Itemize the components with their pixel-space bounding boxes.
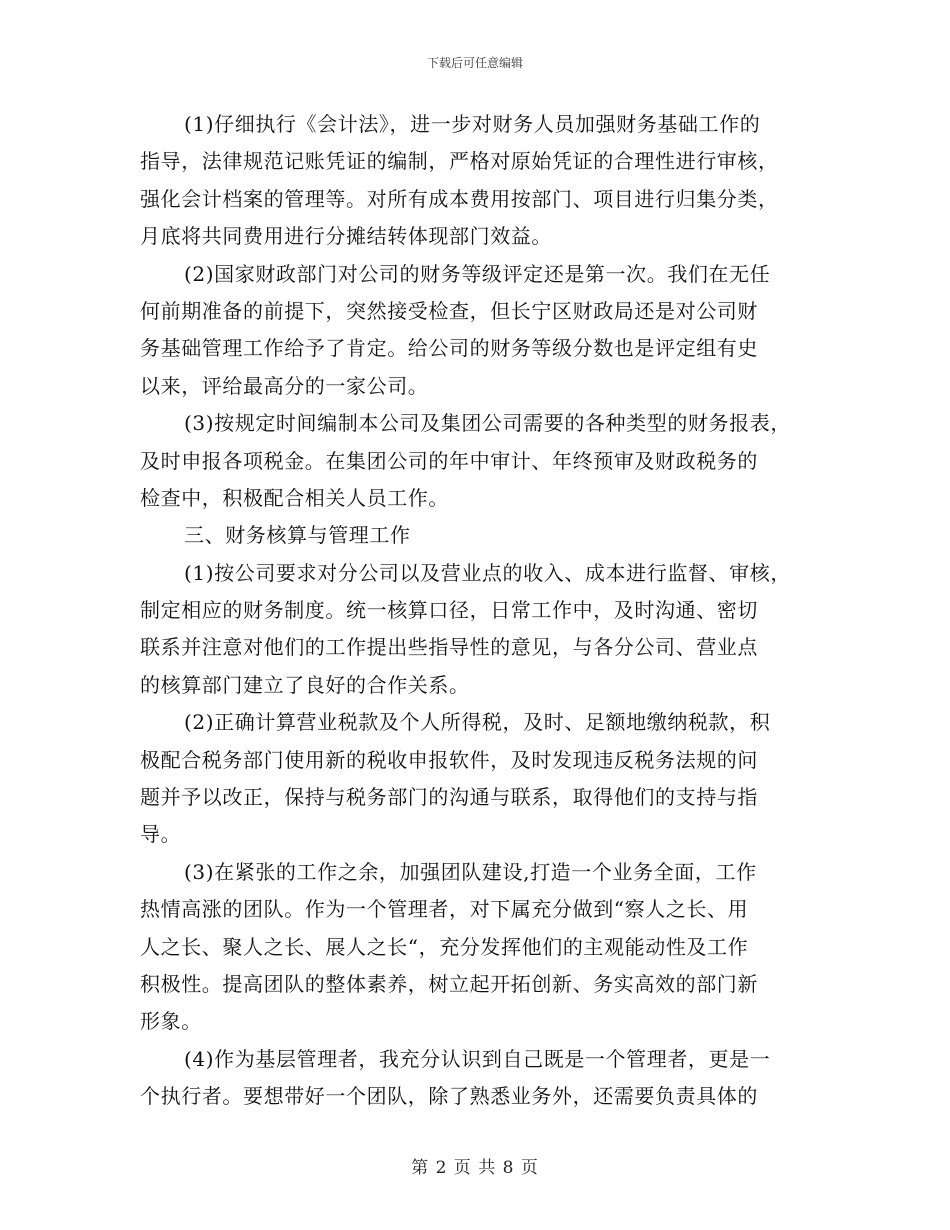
text-line: 题并予以改正，保持与税务部门的沟通与联系，取得他们的支持与指: [140, 785, 758, 810]
text-line: (1)按公司要求对分公司以及营业点的收入、成本进行监督、审核，: [184, 560, 791, 585]
text-line: 联系并注意对他们的工作提出些指导性的意见，与各分公司、营业点: [140, 635, 758, 660]
text-line: 强化会计档案的管理等。对所有成本费用按部门、项目进行归集分类，: [140, 186, 779, 211]
text-line: 形象。: [140, 1009, 202, 1034]
text-line: 何前期准备的前提下，突然接受检查，但长宁区财政局还是对公司财: [140, 298, 758, 323]
text-line: 个执行者。要想带好一个团队，除了熟悉业务外，还需要负责具体的: [140, 1084, 758, 1109]
text-line: 三、财务核算与管理工作: [184, 523, 411, 548]
text-line: 检查中，积极配合相关人员工作。: [140, 485, 449, 510]
text-line: 及时申报各项税金。在集团公司的年中审计、年终预审及财政税务的: [140, 448, 758, 473]
text-line: (4)作为基层管理者，我充分认识到自己既是一个管理者，更是一: [184, 1046, 771, 1071]
text-line: 人之长、聚人之长、展人之长“，充分发挥他们的主观能动性及工作: [140, 934, 749, 959]
page-header: 下载后可任意编辑: [426, 56, 523, 70]
text-line: (2)正确计算营业税款及个人所得税，及时、足额地缴纳税款，积: [184, 710, 771, 735]
page-footer: 第 2 页 共 8 页: [411, 1158, 539, 1178]
text-line: 积极性。提高团队的整体素养，树立起开拓创新、务实高效的部门新: [140, 971, 758, 996]
text-line: 务基础管理工作给予了肯定。给公司的财务等级分数也是评定组有史: [140, 336, 758, 361]
text-line: 的核算部门建立了良好的合作关系。: [140, 672, 470, 697]
text-line: 制定相应的财务制度。统一核算口径，日常工作中，及时沟通、密切: [140, 598, 758, 623]
text-line: 指导，法律规范记账凭证的编制，严格对原始凭证的合理性进行审核，: [140, 149, 779, 174]
text-line: (2)国家财政部门对公司的财务等级评定还是第一次。我们在无任: [184, 261, 771, 286]
text-line: 月底将共同费用进行分摊结转体现部门效益。: [140, 224, 552, 249]
text-line: 极配合税务部门使用新的税收申报软件，及时发现违反税务法规的问: [140, 747, 758, 772]
text-line: 以来，评给最高分的一家公司。: [140, 373, 429, 398]
text-line: (1)仔细执行《会计法》，进一步对财务人员加强财务基础工作的: [184, 112, 761, 136]
text-line: (3)在紧张的工作之余，加强团队建设,打造一个业务全面，工作: [184, 859, 757, 884]
text-line: 导。: [140, 822, 182, 847]
body-text: [140, 106, 820, 1116]
text-line: (3)按规定时间编制本公司及集团公司需要的各种类型的财务报表，: [184, 411, 791, 436]
text-line: 热情高涨的团队。作为一个管理者，对下属充分做到“察人之长、用: [140, 897, 749, 922]
